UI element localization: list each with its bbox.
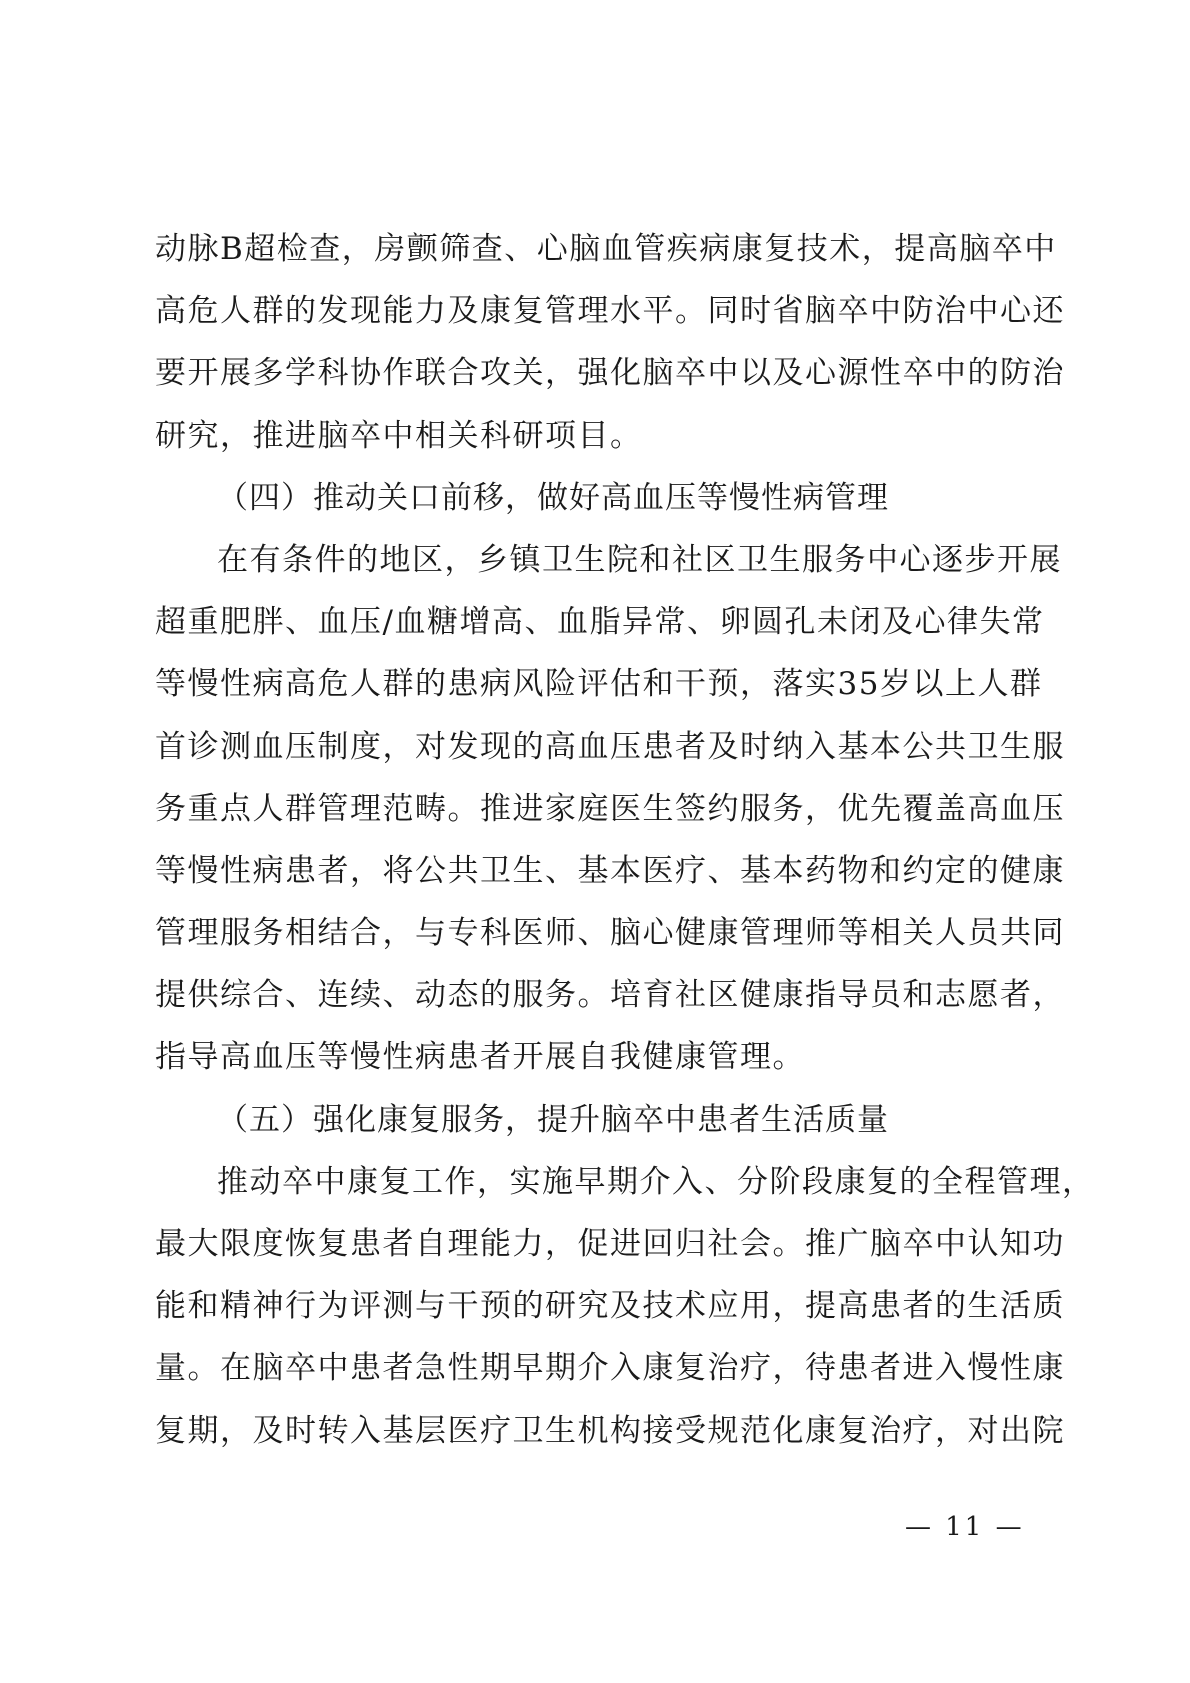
text-line: 超重肥胖、血压/血糖增高、血脂异常、卵圆孔未闭及心律失常 [155,604,1045,641]
text-line: 首诊测血压制度，对发现的高血压患者及时纳入基本公共卫生服 [155,728,1065,765]
text-line: 能和精神行为评测与干预的研究及技术应用，提高患者的生活质 [155,1288,1065,1325]
text-line: 管理服务相结合，与专科医师、脑心健康管理师等相关人员共同 [155,915,1065,952]
text-line: 量。在脑卒中患者急性期早期介入康复治疗，待患者进入慢性康 [155,1350,1065,1387]
text-line: 最大限度恢复患者自理能力，促进回归社会。推广脑卒中认知功 [155,1226,1065,1262]
body-text [155,218,1095,1462]
text-line: 在有条件的地区，乡镇卫生院和社区卫生服务中心逐步开展 [217,541,1062,578]
text-line: 指导高血压等慢性病患者开展自我健康管理。 [155,1039,805,1076]
text-line: 复期，及时转入基层医疗卫生机构接受规范化康复治疗，对出院 [155,1412,1065,1449]
text-line: 研究，推进脑卒中相关科研项目。 [155,417,643,454]
section-heading-four: （四）推动关口前移，做好高血压等慢性病管理 [217,479,889,516]
text-line: 高危人群的发现能力及康复管理水平。同时省脑卒中防治中心还 [155,293,1065,330]
text-line: 动脉B超检查，房颤筛查、心脑血管疾病康复技术，提高脑卒中 [155,231,1057,267]
page-number: — 11 — [905,1512,1025,1542]
section-heading-five: （五）强化康复服务，提升脑卒中患者生活质量 [217,1101,889,1138]
text-line: 等慢性病高危人群的患病风险评估和干预，落实35岁以上人群 [155,666,1043,703]
text-line: 要开展多学科协作联合攻关，强化脑卒中以及心源性卒中的防治 [155,355,1065,392]
text-line: 推动卒中康复工作，实施早期介入、分阶段康复的全程管理， [217,1163,1095,1200]
text-line: 提供综合、连续、动态的服务。培育社区健康指导员和志愿者， [155,977,1065,1014]
text-line: 务重点人群管理范畴。推进家庭医生签约服务，优先覆盖高血压 [155,790,1065,827]
text-line: 等慢性病患者，将公共卫生、基本医疗、基本药物和约定的健康 [155,852,1065,889]
